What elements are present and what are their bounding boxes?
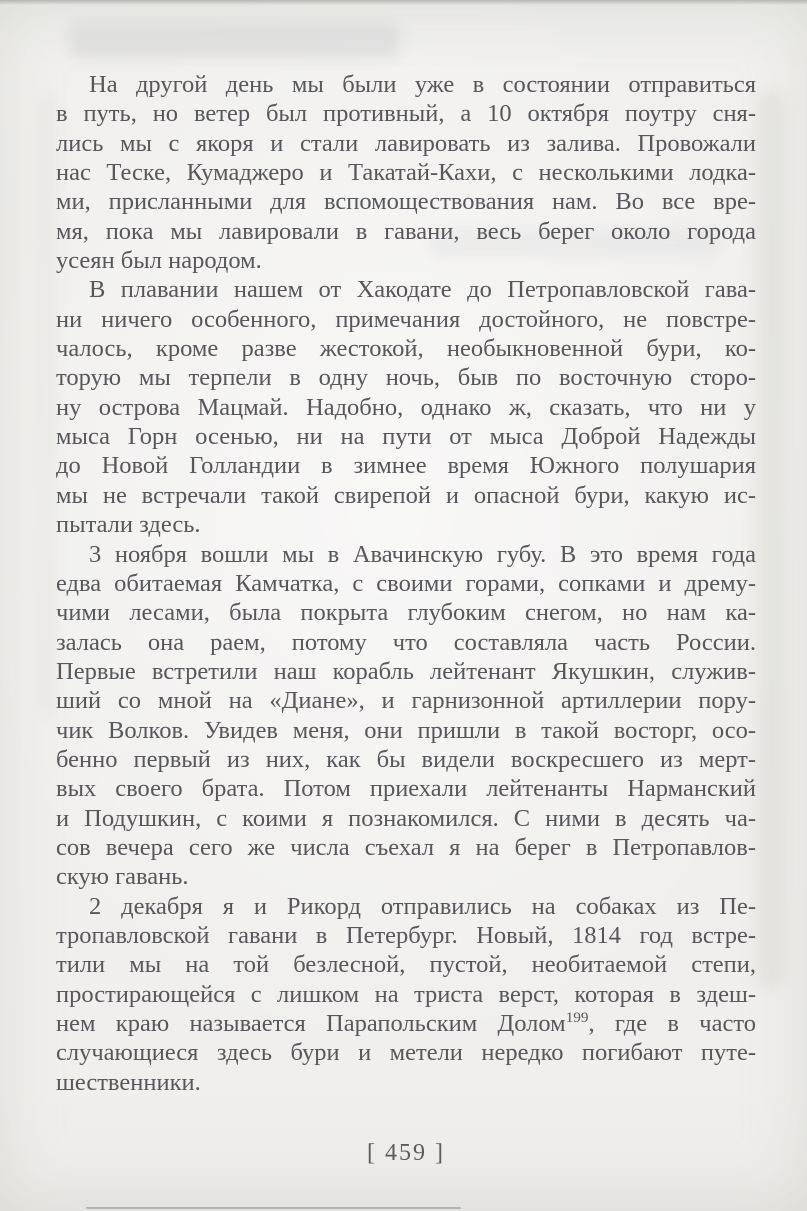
text-line: до Новой Голландии в зимнее время Южного полушария xyxy=(56,452,756,480)
text-line: ну острова Мацмай. Надобно, однако ж, сказать, что ни у xyxy=(56,393,756,421)
text-line: мыса Горн осенью, ни на пути от мыса Доброй Надежды xyxy=(56,423,756,451)
text-line: мя, пока мы лавировали в гавани, весь берег около города xyxy=(56,217,756,245)
text-line: 2 декабря я и Рикорд отправились на собаках из Пе- xyxy=(89,892,756,920)
scan-edge-artifact-bottom xyxy=(86,1207,461,1209)
text-line: тили мы на той безлесной, пустой, необитаемой степи, xyxy=(56,951,756,979)
text-line: случающиеся здесь бури и метели нередко погибают путе- xyxy=(56,1039,756,1067)
text-line: чик Волков. Увидев меня, они пришли в такой восторг, осо- xyxy=(56,716,756,744)
paper-shading xyxy=(755,90,785,990)
text-line: пытали здесь. xyxy=(56,511,201,539)
text-line: В плавании нашем от Хакодате до Петропавловской гава- xyxy=(89,276,756,304)
text-line: сов вечера сего же числа съехал я на берег в Петропавлов- xyxy=(56,833,756,861)
scan-edge-artifact-top xyxy=(0,0,807,5)
text-line: ший со мной на «Диане», и гарнизонной артиллерии пору- xyxy=(56,687,756,715)
text-line: чалось, кроме разве жестокой, необыкновенной бури, ко- xyxy=(56,335,756,363)
text-line: бенно первый из них, как бы видели воскресшего из мерт- xyxy=(56,745,756,773)
text-line: шественники. xyxy=(56,1068,201,1096)
text-line: скую гавань. xyxy=(56,863,189,891)
text-block xyxy=(56,70,756,1097)
text-line: нас Теске, Кумаджеро и Такатай-Кахи, с несколькими лодка- xyxy=(56,159,756,187)
text-line: вых своего брата. Потом приехали лейтенанты Нарманский xyxy=(56,775,756,803)
text-line: в путь, но ветер был противный, а 10 октября поутру сня- xyxy=(56,100,756,128)
text-line: ни ничего особенного, примечания достойного, не повстре- xyxy=(56,305,756,333)
text-line: торую мы терпели в одну ночь, быв по восточную сторо- xyxy=(56,364,756,392)
text-line: простирающейся с лишком на триста верст, которая в здеш- xyxy=(56,980,756,1008)
text-line: залась она раем, потому что составляла часть России. xyxy=(56,628,756,656)
footnote-ref: 199 xyxy=(565,1008,589,1026)
text-line: и Подушкин, с коими я познакомился. С ними в десять ча- xyxy=(56,804,756,832)
text-line: едва обитаемая Камчатка, с своими горами, сопками и дрему- xyxy=(56,569,756,597)
paper-shading xyxy=(40,95,54,715)
text-line: тропавловской гавани в Петербург. Новый, 1814 год встре- xyxy=(56,921,756,949)
text-line: нем краю называется Парапольским Долом$^{199}$, где в часто xyxy=(56,1008,756,1037)
text-line: ми, присланными для вспомоществования нам. Во все вре- xyxy=(56,188,756,216)
text-line: Первые встретили наш корабль лейтенант Якушкин, служив- xyxy=(56,657,756,685)
page-number: [ 459 ] xyxy=(367,1140,445,1166)
text-line: 3 ноября вошли мы в Авачинскую губу. В это время года xyxy=(89,540,756,568)
text-line: чими лесами, была покрыта глубоким снегом, но нам ка- xyxy=(56,599,756,627)
text-line: На другой день мы были уже в состоянии отправиться xyxy=(89,71,756,98)
text-line: лись мы с якоря и стали лавировать из залива. Провожали xyxy=(56,129,756,157)
text-line: мы не встречали такой свирепой и опасной бури, какую ис- xyxy=(56,481,756,509)
text-line: усеян был народом. xyxy=(56,247,262,275)
bleedthrough-smudge xyxy=(70,24,400,58)
